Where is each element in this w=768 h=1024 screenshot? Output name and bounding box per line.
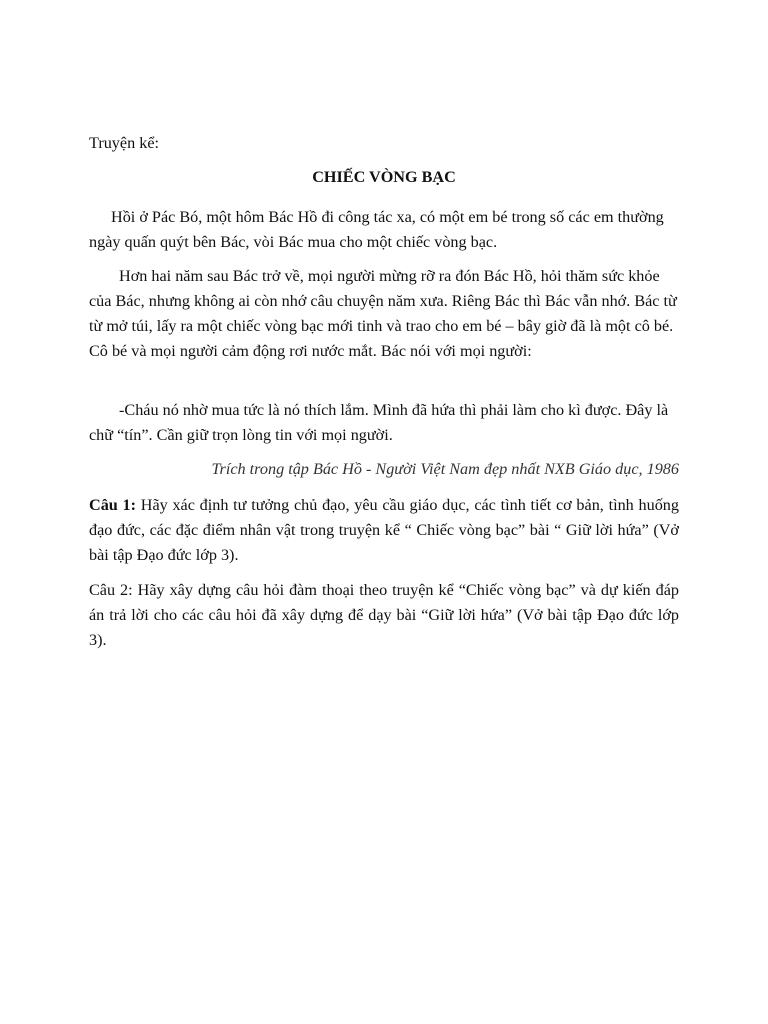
story-title: CHIẾC VÒNG BẠC xyxy=(312,168,456,186)
source-citation: Trích trong tập Bác Hồ - Người Việt Nam đẹp nhất NXB Giáo dục, 1986 xyxy=(211,460,679,478)
story-paragraph-2: Hơn hai năm sau Bác trở về, mọi người mừng rỡ ra đón Bác Hồ, hỏi thăm sức khỏe của Bác, nhưng không ai còn nhớ câu chuyện năm xưa. Riêng Bác thì Bác vẫn nhớ. Bác từ từ mở túi, lấy ra một chiếc vòng bạc mới tinh và trao cho em bé – bây giờ đã là một cô bé. Cô bé và mọi người cảm động rơi nước mắt. Bác nói với mọi người: xyxy=(89,267,677,360)
question-1 xyxy=(89,493,679,568)
question-1-label: Câu 1: xyxy=(89,496,137,514)
question-2: Câu 2: Hãy xây dựng câu hỏi đàm thoại theo truyện kể “Chiếc vòng bạc” và dự kiến đáp án trả lời cho các câu hỏi đã xây dựng để dạy bài “Giữ lời hứa” (Vở bài tập Đạo đức lớp 3). xyxy=(89,581,679,649)
story-paragraph-1: Hồi ở Pác Bó, một hôm Bác Hồ đi công tác xa, có một em bé trong số các em thường ngày quấn quýt bên Bác, vòi Bác mua cho một chiếc vòng bạc. xyxy=(89,208,664,251)
story-paragraph-3: -Cháu nó nhờ mua tức là nó thích lắm. Mình đã hứa thì phải làm cho kì được. Đây là chữ “tín”. Cần giữ trọn lòng tin với mọi người. xyxy=(89,401,669,444)
question-1-text: Hãy xác định tư tưởng chủ đạo, yêu cầu giáo dục, các tình tiết cơ bản, tình huống đạo đức, các đặc điểm nhân vật trong truyện kể “ Chiếc vòng bạc” bài “ Giữ lời hứa” (Vở bài tập Đạo đức lớp 3). xyxy=(89,496,679,564)
story-label: Truyện kể: xyxy=(89,134,159,152)
